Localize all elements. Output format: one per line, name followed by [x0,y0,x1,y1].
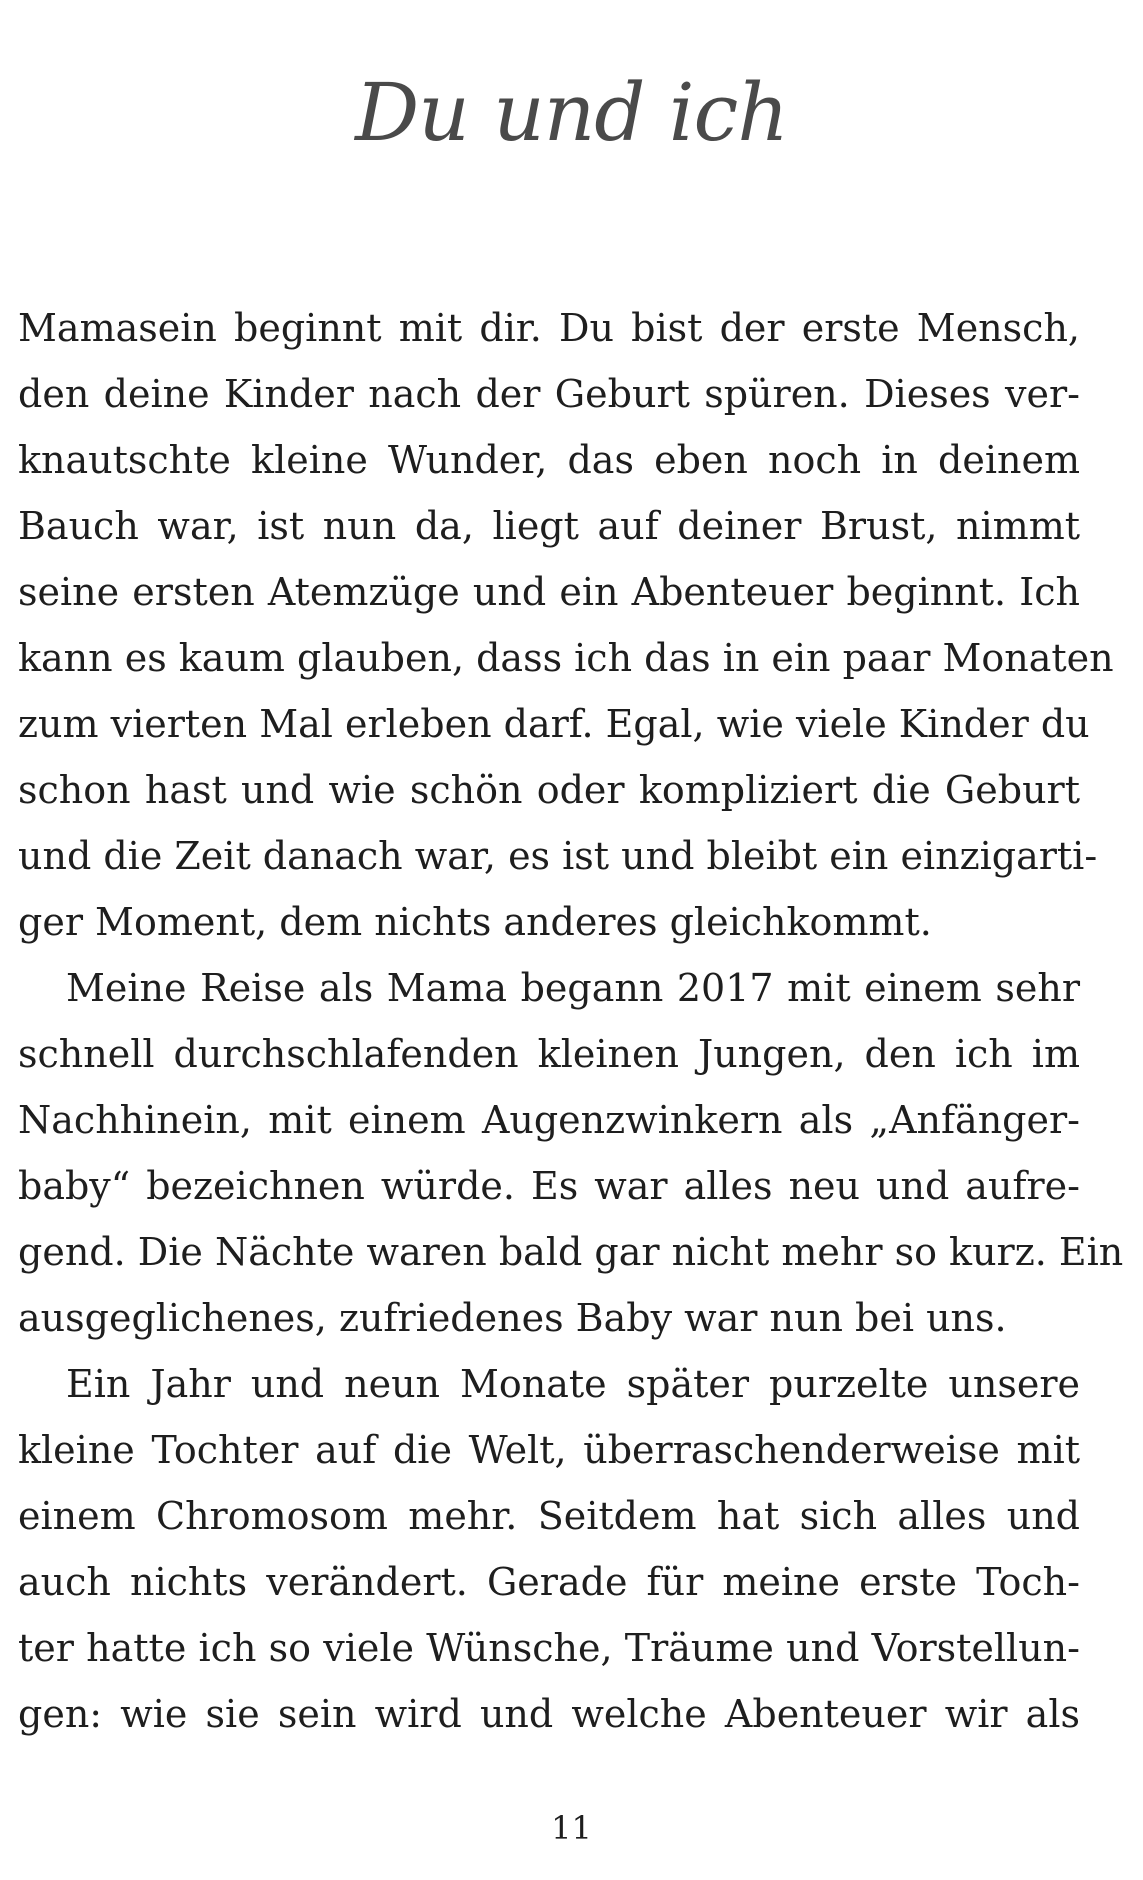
page-number: 11 [551,1809,592,1847]
text-line: ausgeglichenes, zufriedenes Baby war nun bei uns. [18,1296,1007,1340]
chapter-title: Du und ich [355,66,788,159]
text-line: Nachhinein, mit einem Augenzwinkern als „Anfänger- [18,1098,1080,1142]
paragraph-1 [18,295,1114,955]
text-line: baby“ bezeichnen würde. Es war alles neu und aufre- [18,1164,1080,1208]
text-line: einem Chromosom mehr. Seitdem hat sich alles und [18,1494,1080,1538]
text-line: gen: wie sie sein wird und welche Abenteuer wir als [18,1692,1080,1736]
text-line: knautschte kleine Wunder, das eben noch in deinem [18,438,1080,482]
text-line: kleine Tochter auf die Welt, überraschenderweise mit [18,1428,1080,1472]
text-line: auch nichts verändert. Gerade für meine erste Toch- [18,1560,1080,1604]
paragraph-3 [18,1351,1080,1747]
text-line: gend. Die Nächte waren bald gar nicht mehr so kurz. Ein [18,1230,1124,1274]
text-line: Ein Jahr und neun Monate später purzelte unsere [66,1362,1080,1406]
text-line: kann es kaum glauben, dass ich das in ein paar Monaten [18,636,1114,680]
text-line: zum vierten Mal erleben darf. Egal, wie viele Kinder du [18,702,1090,746]
text-line: schnell durchschlafenden kleinen Jungen, den ich im [18,1032,1080,1076]
paragraph-2 [18,955,1124,1351]
body-text [18,295,1124,1747]
text-line: ger Moment, dem nichts anderes gleichkommt. [18,900,932,944]
text-line: seine ersten Atemzüge und ein Abenteuer beginnt. Ich [18,570,1080,614]
text-line: schon hast und wie schön oder kompliziert die Geburt [18,768,1080,812]
text-line: und die Zeit danach war, es ist und bleibt ein einzigarti- [18,834,1098,878]
text-line: den deine Kinder nach der Geburt spüren. Dieses ver- [18,372,1080,416]
text-line: Meine Reise als Mama begann 2017 mit einem sehr [66,966,1080,1010]
text-line: Bauch war, ist nun da, liegt auf deiner Brust, nimmt [18,504,1080,548]
text-line: Mamasein beginnt mit dir. Du bist der erste Mensch, [18,306,1080,350]
text-line: ter hatte ich so viele Wünsche, Träume und Vorstellun- [18,1626,1080,1670]
